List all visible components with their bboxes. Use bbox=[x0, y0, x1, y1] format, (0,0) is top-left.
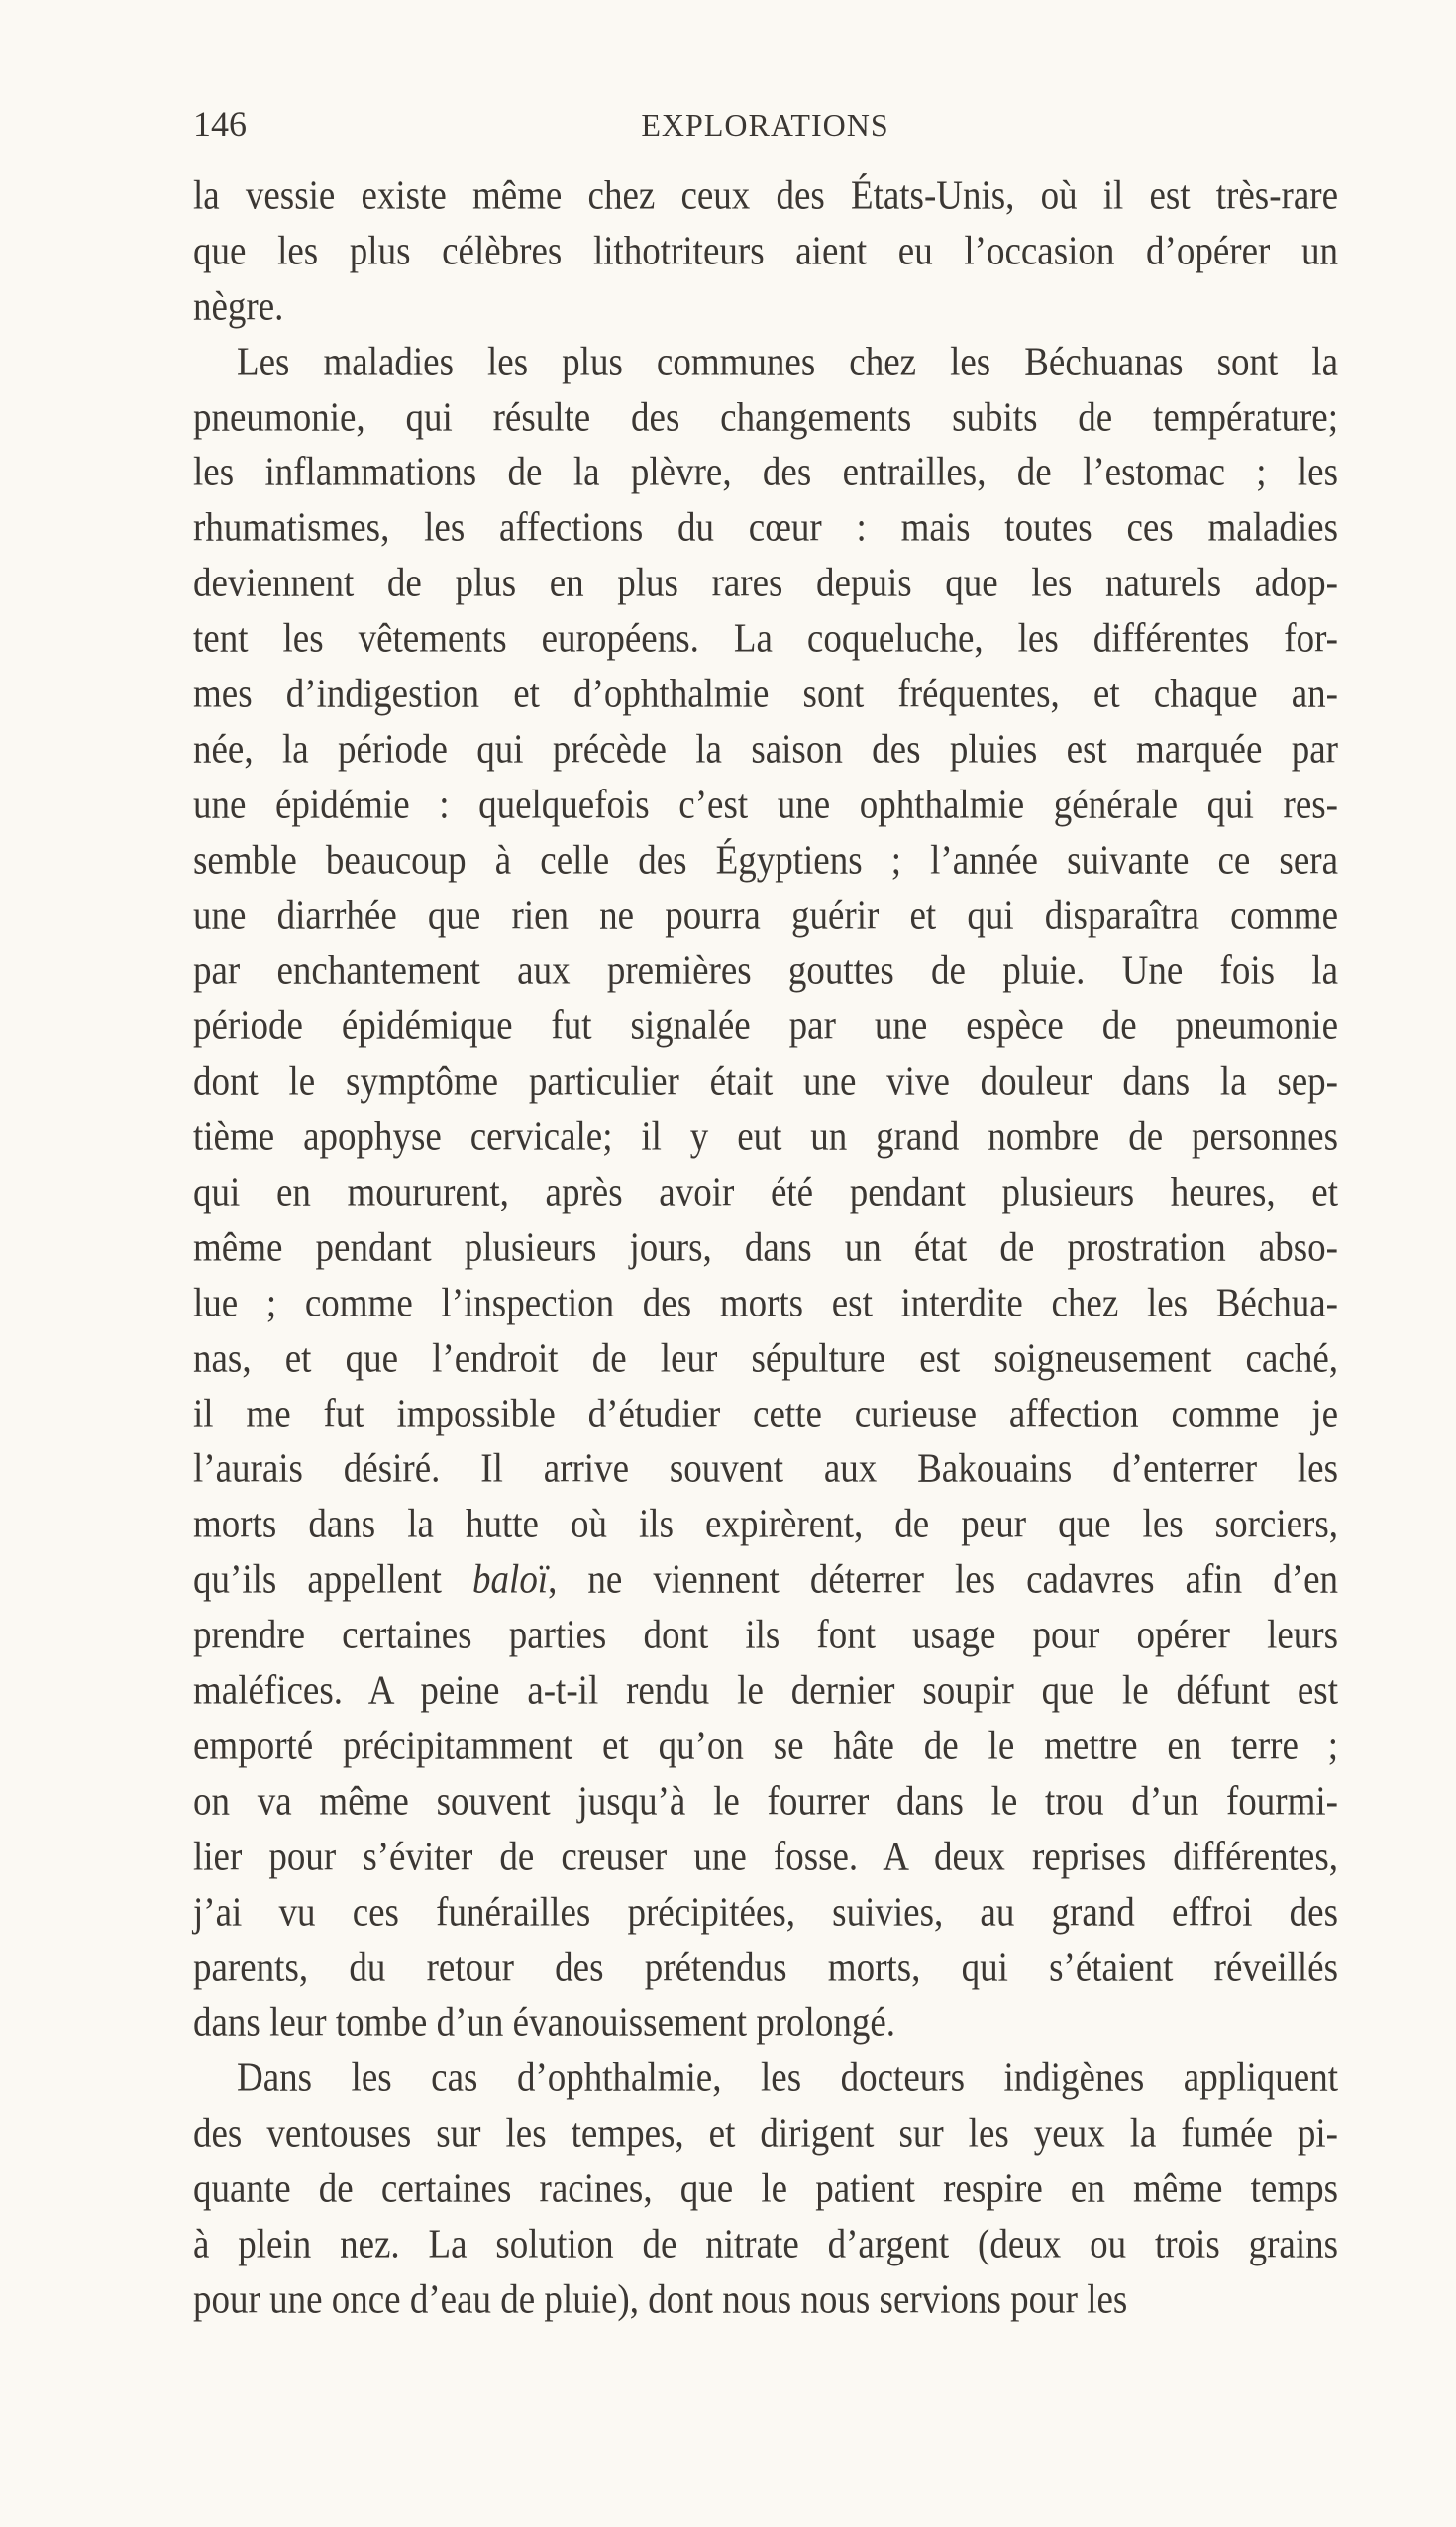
text-line: parents, du retour des prétendus morts, qui s’étaient réveillés bbox=[193, 1944, 1338, 1990]
text-line: quante de certaines racines, que le patient respire en même temps bbox=[193, 2165, 1338, 2212]
text-line: j’ai vu ces funérailles précipitées, suivies, au grand effroi des bbox=[193, 1889, 1338, 1936]
text-line: rhumatismes, les affections du cœur : mais toutes ces maladies bbox=[193, 504, 1338, 551]
running-title: EXPLORATIONS bbox=[641, 107, 889, 143]
text-line: nègre. bbox=[193, 283, 284, 330]
text-line: lier pour s’éviter de creuser une fosse. A deux reprises différentes, bbox=[193, 1834, 1338, 1880]
text-line: période épidémique fut signalée par une espèce de pneumonie bbox=[193, 1002, 1338, 1049]
text-line: mes d’indigestion et d’ophthalmie sont fréquentes, et chaque an- bbox=[193, 671, 1338, 717]
text-line: une diarrhée que rien ne pourra guérir et qui disparaîtra comme bbox=[193, 893, 1338, 938]
text-line: dans leur tombe d’un évanouissement prolongé. bbox=[193, 1999, 895, 2046]
body-text bbox=[193, 168, 1338, 2328]
text-line: Les maladies les plus communes chez les Béchuanas sont la bbox=[237, 339, 1338, 385]
text-line: la vessie existe même chez ceux des États-Unis, où il est très-rare bbox=[193, 172, 1338, 219]
text-line: il me fut impossible d’étudier cette curieuse affection comme je bbox=[193, 1391, 1338, 1437]
page-number: 146 bbox=[193, 104, 247, 144]
text-segment: , ne viennent déterrer les cadavres afin d’en bbox=[548, 1556, 1338, 1603]
text-line: tent les vêtements européens. La coqueluche, les différentes for- bbox=[193, 615, 1338, 662]
text-line: l’aurais désiré. Il arrive souvent aux Bakouains d’enterrer les bbox=[193, 1445, 1338, 1492]
text-line: prendre certaines parties dont ils font usage pour opérer leurs bbox=[193, 1612, 1338, 1658]
italic-word: baloï bbox=[472, 1556, 549, 1603]
text-line: des ventouses sur les tempes, et dirigent sur les yeux la fumée pi- bbox=[193, 2110, 1338, 2157]
text-line: nas, et que l’endroit de leur sépulture est soigneusement caché, bbox=[193, 1335, 1338, 1382]
text-line: par enchantement aux premières gouttes de pluie. Une fois la bbox=[193, 947, 1338, 994]
text-line: née, la période qui précède la saison des pluies est marquée par bbox=[193, 726, 1338, 773]
text-line: deviennent de plus en plus rares depuis que les naturels adop- bbox=[193, 560, 1338, 606]
page-header bbox=[193, 103, 1337, 153]
text-line: tième apophyse cervicale; il y eut un grand nombre de personnes bbox=[193, 1113, 1338, 1160]
text-line bbox=[193, 1549, 1338, 1612]
text-line: à plein nez. La solution de nitrate d’argent (deux ou trois grains bbox=[193, 2221, 1338, 2267]
text-line: une épidémie : quelquefois c’est une ophthalmie générale qui res- bbox=[193, 782, 1338, 828]
text-line: pneumonie, qui résulte des changements subits de température; bbox=[193, 394, 1338, 440]
text-line: les inflammations de la plèvre, des entrailles, de l’estomac ; les bbox=[193, 449, 1338, 495]
text-line: Dans les cas d’ophthalmie, les docteurs indigènes appliquent bbox=[237, 2054, 1338, 2101]
text-line: qui en moururent, après avoir été pendant plusieurs heures, et bbox=[193, 1169, 1338, 1215]
text-segment: qu’ils appellent bbox=[193, 1556, 473, 1603]
text-line: emporté précipitamment et qu’on se hâte de le mettre en terre ; bbox=[193, 1723, 1338, 1769]
text-line: lue ; comme l’inspection des morts est interdite chez les Béchua- bbox=[193, 1280, 1338, 1326]
text-line: on va même souvent jusqu’à le fourrer dans le trou d’un fourmi- bbox=[193, 1778, 1338, 1825]
text-line: même pendant plusieurs jours, dans un état de prostration abso- bbox=[193, 1224, 1338, 1271]
text-line: que les plus célèbres lithotriteurs aient eu l’occasion d’opérer un bbox=[193, 228, 1338, 274]
text-line: semble beaucoup à celle des Égyptiens ; l’année suivante ce sera bbox=[193, 837, 1338, 884]
text-line: maléfices. A peine a-t-il rendu le dernier soupir que le défunt est bbox=[193, 1667, 1338, 1714]
text-line: morts dans la hutte où ils expirèrent, de peur que les sorciers, bbox=[193, 1501, 1338, 1547]
text-line: dont le symptôme particulier était une vive douleur dans la sep- bbox=[193, 1058, 1338, 1105]
text-line: pour une once d’eau de pluie), dont nous nous servions pour les bbox=[193, 2276, 1128, 2323]
